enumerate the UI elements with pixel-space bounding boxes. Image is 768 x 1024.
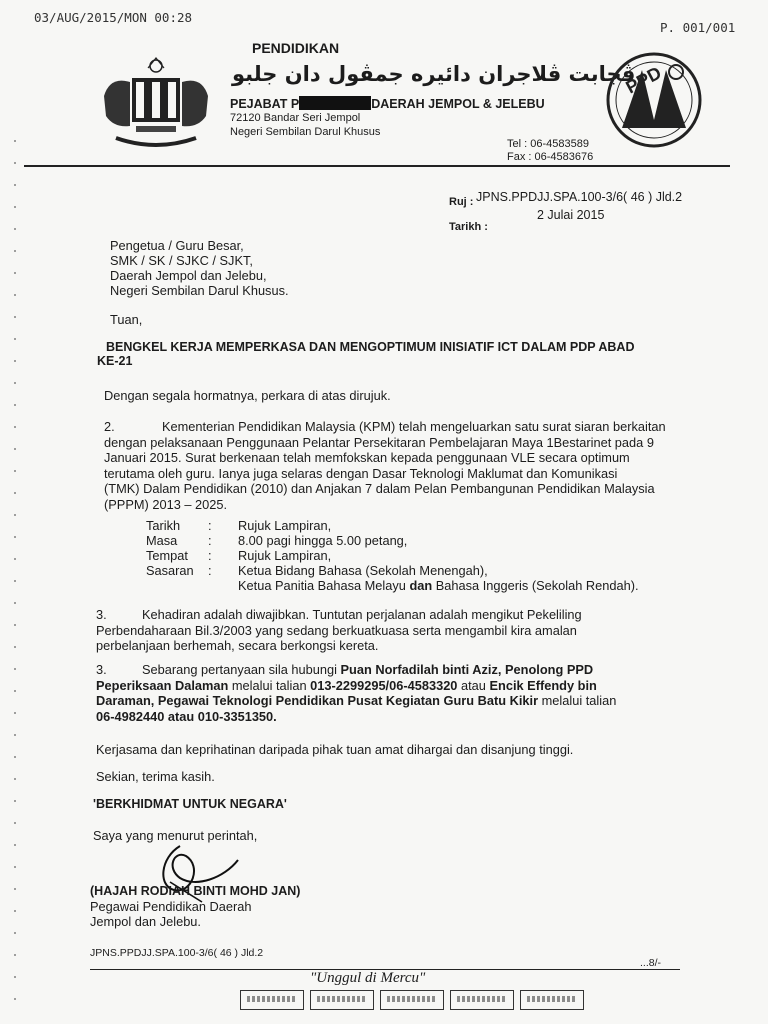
footer-logo-badge — [240, 990, 304, 1010]
office-fax: Fax : 06-4583676 — [507, 151, 594, 163]
coat-of-arms-logo — [96, 56, 216, 152]
signer-place: Jempol dan Jelebu. — [90, 914, 201, 929]
contact-phone-1: 013-2299295/06-4583320 — [310, 677, 458, 693]
jawi-office-title: ڤجابت ڤلاجران دائيره جمڤول دان جلبو — [232, 62, 636, 86]
details-block — [146, 518, 639, 593]
footer-slogan: "Unggul di Mercu" — [310, 970, 426, 986]
detail-colon: : — [208, 548, 212, 563]
office-tel: Tel : 06-4583589 — [507, 138, 589, 150]
recipient-line: Pengetua / Guru Besar, — [110, 238, 244, 253]
detail-extra-prefix: Ketua Panitia Bahasa Melayu — [238, 578, 410, 593]
footer-logo-badge — [520, 990, 584, 1010]
footer-logo-badge — [450, 990, 514, 1010]
recipient-block — [110, 238, 289, 298]
detail-value: 8.00 pagi hingga 5.00 petang, — [238, 533, 408, 548]
ppd-logo — [594, 50, 712, 150]
salutation: Tuan, — [110, 312, 143, 327]
contact-phone-2: 06-4982440 atau 010-3351350. — [96, 708, 277, 724]
date-label: Tarikh : — [449, 221, 488, 233]
para4-line — [96, 662, 720, 678]
para2-number: 2. — [104, 419, 115, 434]
signer-name: (HAJAH RODIAH BINTI MOHD JAN) — [90, 884, 301, 898]
detail-row-tempat — [146, 548, 639, 563]
para2-line: Kementerian Pendidikan Malaysia (KPM) telah mengeluarkan satu surat siaran berkaitan — [162, 419, 666, 434]
fax-timestamp: 03/AUG/2015/MON 00:28 — [34, 10, 193, 25]
detail-extra-suffix: Bahasa Inggeris (Sekolah Rendah). — [432, 578, 639, 593]
contact-role-1: Peperiksaan Dalaman — [96, 677, 229, 693]
detail-extra-bold: dan — [409, 578, 433, 593]
para2-body — [104, 419, 724, 512]
letterhead-divider — [24, 165, 730, 167]
subject-line-2: KE-21 — [97, 354, 133, 368]
detail-value: Ketua Bidang Bahasa (Sekolah Menengah), — [238, 563, 488, 578]
office-address-line-2: Negeri Sembilan Darul Khusus — [230, 126, 381, 138]
para2-line: dengan pelaksanaan Penggunaan Pelantar Persekitaran Pembelajaran Maya 1Bestarinet pada 9 — [104, 434, 654, 450]
para4-line — [96, 693, 720, 709]
para4-text: Sebarang pertanyaan sila hubungi — [142, 662, 341, 677]
opening-line: Dengan segala hormatnya, perkara di atas dirujuk. — [104, 388, 391, 403]
detail-label: Tempat — [146, 548, 188, 563]
detail-value: Rujuk Lampiran, — [238, 518, 332, 533]
signer-title: Pegawai Pendidikan Daerah — [90, 899, 252, 914]
redaction-bar — [299, 96, 371, 110]
recipient-line: SMK / SK / SJKC / SJKT, — [110, 253, 253, 268]
para4-body — [96, 662, 720, 724]
signoff-line: Saya yang menurut perintah, — [93, 828, 258, 843]
ppd-logo-text: PPD — [622, 62, 665, 98]
para2-line: (PPPM) 2013 – 2025. — [104, 496, 228, 512]
para3-line: Kehadiran adalah diwajibkan. Tuntutan perjalanan adalah mengikut Pekeliling — [142, 607, 582, 622]
service-motto: 'BERKHIDMAT UNTUK NEGARA' — [93, 797, 287, 811]
para4-number: 3. — [96, 662, 107, 677]
footer-logo-badge — [310, 990, 374, 1010]
detail-colon: : — [208, 563, 212, 578]
detail-row-masa — [146, 533, 639, 548]
detail-extra-line — [146, 578, 639, 593]
office-name — [230, 96, 545, 111]
para3-line: perbelanjaan berhemah, secara berkongsi kereta. — [96, 638, 379, 653]
detail-label: Tarikh — [146, 518, 181, 533]
para4-text: atau — [457, 677, 490, 693]
contact-name-1: Puan Norfadilah binti Aziz, Penolong PPD — [340, 662, 594, 677]
detail-colon: : — [208, 518, 212, 533]
letter-date: 2 Julai 2015 — [537, 208, 605, 222]
para2-line: Januari 2015. Surat berkenaan telah memfokskan kepada penggunaan VLE secara optimum — [104, 450, 630, 465]
ref-label: Ruj : — [449, 196, 474, 208]
recipient-line: Daerah Jempol dan Jelebu, — [110, 268, 267, 283]
recipient-line: Negeri Sembilan Darul Khusus. — [110, 283, 289, 298]
para3-number: 3. — [96, 607, 107, 622]
para3-line: Perbendaharaan Bil.3/2003 yang sedang berkuatkuasa serta mengambil kira amalan — [96, 622, 577, 638]
para2-line: terutama oleh guru. Ianya juga selaras dengan Dasar Teknologi Maklumat dan Komunikasi — [104, 465, 618, 481]
detail-row-tarikh — [146, 518, 639, 533]
contact-name-2: Encik Effendy bin — [489, 677, 597, 693]
detail-colon: : — [208, 533, 212, 548]
para4-line — [96, 709, 720, 725]
para4-text: melalui talian — [228, 677, 311, 693]
footer-logo-badge — [380, 990, 444, 1010]
ministry-heading: PENDIDIKAN — [252, 40, 340, 56]
office-address-line-1: 72120 Bandar Seri Jempol — [230, 112, 361, 124]
fax-page-count: P. 001/001 — [660, 20, 736, 35]
closing-appreciation: Kerjasama dan keprihatinan daripada pihak tuan amat dihargai dan disanjung tinggi. — [96, 742, 574, 757]
footer-page-next: ...8/- — [640, 957, 662, 969]
detail-value: Rujuk Lampiran, — [238, 548, 332, 563]
ref-value: JPNS.PPDJJ.SPA.100-3/6( 46 ) Jld.2 — [476, 190, 683, 204]
para3-body — [96, 607, 720, 654]
footer-reference: JPNS.PPDJJ.SPA.100-3/6( 46 ) Jld.2 — [90, 947, 264, 959]
closing-thanks: Sekian, terima kasih. — [96, 769, 215, 784]
fax-margin-dots — [14, 140, 16, 1020]
para4-text: melalui talian — [538, 693, 617, 708]
office-name-prefix: PEJABAT P — [230, 97, 300, 111]
para2-line: (TMK) Dalam Pendidikan (2010) dan Anjakan 7 dalam Pelan Pembangunan Pendidikan Malaysia — [104, 481, 655, 496]
office-name-suffix: DAERAH JEMPOL & JELEBU — [371, 97, 545, 111]
detail-label: Sasaran — [146, 563, 194, 578]
contact-role-2: Daraman, Pegawai Teknologi Pendidikan Pusat Kegiatan Guru Batu Kikir — [96, 693, 539, 708]
detail-row-sasaran — [146, 563, 639, 578]
detail-label: Masa — [146, 533, 178, 548]
para4-line — [96, 678, 720, 694]
subject-line-1: BENGKEL KERJA MEMPERKASA DAN MENGOPTIMUM INISIATIF ICT DALAM PDP ABAD — [106, 340, 635, 354]
